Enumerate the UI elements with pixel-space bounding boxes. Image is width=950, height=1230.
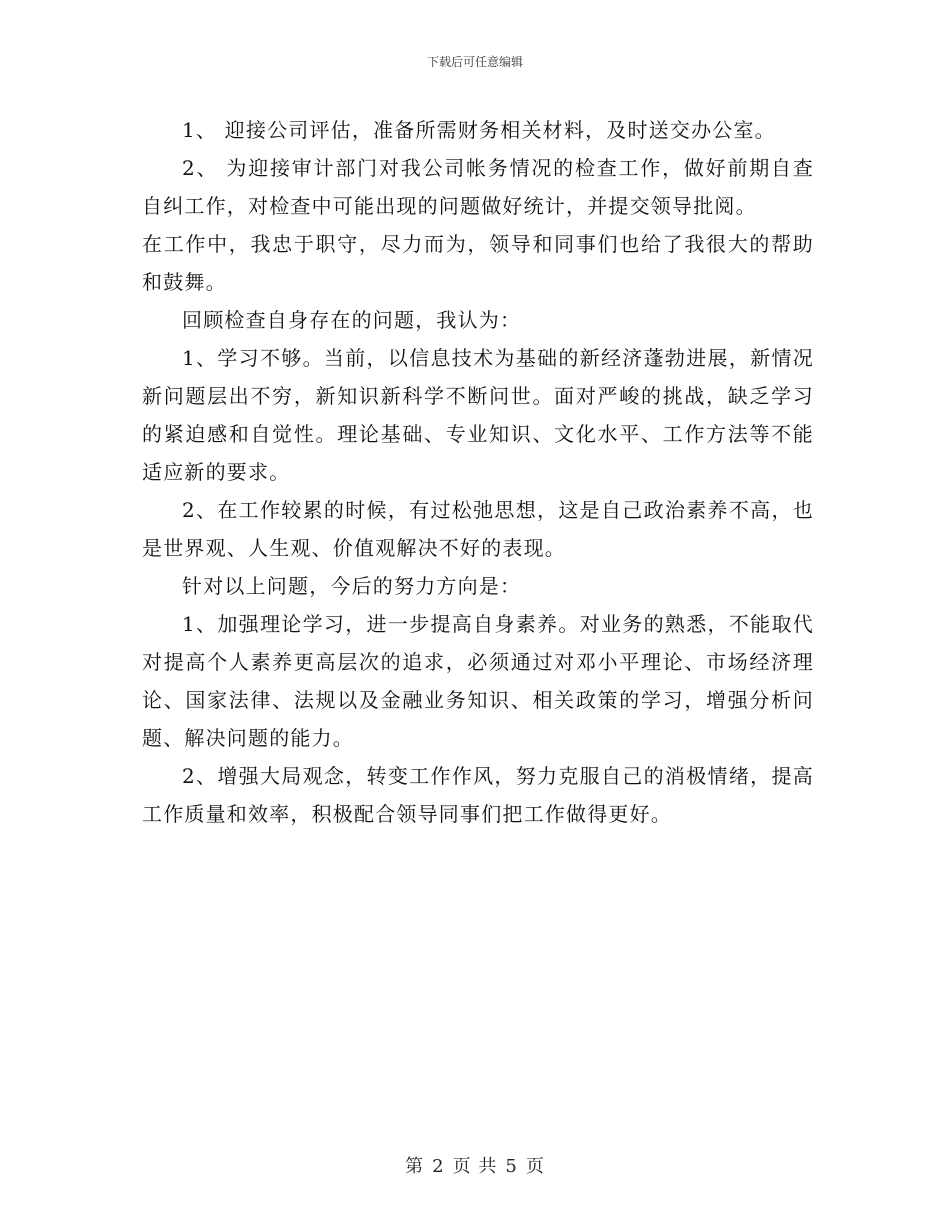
paragraph-item-2: 2、 为迎接审计部门对我公司帐务情况的检查工作，做好前期自查自纠工作，对检查中可能出现的问题做好统计，并提交领导批阅。 [142,156,814,218]
footer-total-pages: 5 [505,1156,518,1177]
paragraph-review-intro: 回顾检查自身存在的问题，我认为： [182,308,522,332]
footer-page-number: 2 [432,1156,445,1177]
footer-prefix: 第 [405,1156,425,1177]
header-note: 下载后可任意编辑 [426,55,523,69]
paragraph-direction-2: 2、增强大局观念，转变工作作风，努力克服自己的消极情绪，提高工作质量和效率，积极配合领导同事们把工作做得更好。 [142,764,814,826]
page-footer [0,1152,950,1178]
paragraph-direction-intro: 针对以上问题，今后的努力方向是： [182,574,522,598]
document-body [142,111,814,833]
footer-middle: 页 共 [452,1156,498,1177]
paragraph-item-1: 1、 迎接公司评估，准备所需财务相关材料，及时送交办公室。 [182,118,776,142]
paragraph-problem-2: 2、在工作较累的时候，有过松弛思想，这是自己政治素养不高，也是世界观、人生观、价值观解决不好的表现。 [142,498,814,560]
paragraph-direction-1: 1、加强理论学习，进一步提高自身素养。对业务的熟悉，不能取代对提高个人素养更高层次的追求，必须通过对邓小平理论、市场经济理论、国家法律、法规以及金融业务知识、相关政策的学习，增强分析问题、解决问题的能力。 [142,612,814,750]
paragraph-work-attitude: 在工作中，我忠于职守，尽力而为，领导和同事们也给了我很大的帮助和鼓舞。 [142,232,814,294]
paragraph-problem-1: 1、学习不够。当前，以信息技术为基础的新经济蓬勃进展，新情况新问题层出不穷，新知识新科学不断问世。面对严峻的挑战，缺乏学习的紧迫感和自觉性。理论基础、专业知识、文化水平、工作方法等不能适应新的要求。 [142,346,814,484]
footer-suffix: 页 [525,1156,545,1177]
